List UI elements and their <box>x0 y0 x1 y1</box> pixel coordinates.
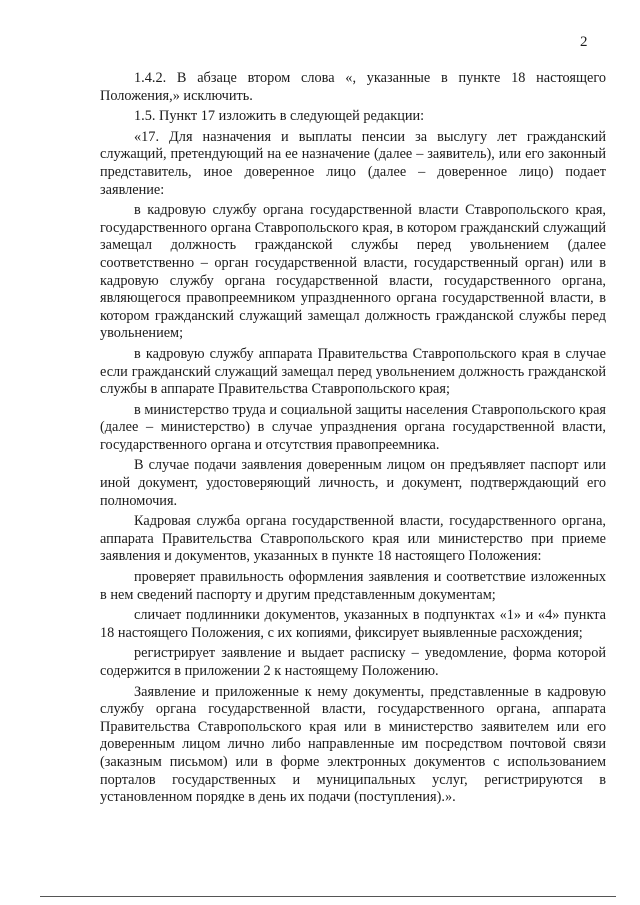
paragraph-1-4-2: 1.4.2. В абзаце втором слова «, указанные в пункте 18 настоящего Положения,» исключить. <box>100 70 606 104</box>
footer-divider <box>40 896 616 897</box>
paragraph-trusted-person: В случае подачи заявления доверенным лицом он предъявляет паспорт или иной документ, удостоверяющий личность, и документ, подтверждающий его полномочия. <box>100 457 606 509</box>
paragraph-registers-application: регистрирует заявление и выдает расписку – уведомление, форма которой содержится в приложении 2 к настоящему Положению. <box>100 645 606 679</box>
paragraph-compares-originals: сличает подлинники документов, указанных в подпунктах «1» и «4» пункта 18 настоящего Положения, с их копиями, фиксирует выявленные расхождения; <box>100 607 606 641</box>
paragraph-1-5: 1.5. Пункт 17 изложить в следующей редакции: <box>134 108 425 125</box>
paragraph-hr-service-government-office: в кадровую службу аппарата Правительства Ставропольского края в случае если гражданский служащий замещал перед увольнением должность гражданской службы в аппарате Правительства Ставропольского края; <box>100 345 606 398</box>
paragraph-ministry-labor: в министерство труда и социальной защиты населения Ставропольского края (далее – министерство) в случае упразднения органа государственной власти, государственного органа и отсутствия правопреемника. <box>100 401 606 453</box>
document-body <box>100 70 606 810</box>
paragraph-17-intro: «17. Для назначения и выплаты пенсии за выслугу лет гражданский служащий, претендующий на ее назначение (далее – заявитель), или его законный представитель, иное доверенное лицо (далее – доверенное лицо) подает заявление: <box>100 128 606 198</box>
page-number: 2 <box>580 34 588 50</box>
paragraph-hr-service-authority: в кадровую службу органа государственной власти Ставропольского края, государственного органа Ставропольского края, в котором гражданский служащий замещал должность гражданской службы перед увольнением (далее соответственно – орган государственной власти, государственный орган) или в кадровую службу органа государственной власти, государственного органа, являющегося правопреемником упраздненного органа государственной власти, в котором гражданский служащий замещал должность гражданской службы перед увольнением; <box>100 202 606 342</box>
paragraph-application-registration: Заявление и приложенные к нему документы, представленные в кадровую службу органа государственной власти, государственного органа, аппарата Правительства Ставропольского края или в министерство заявителем или его доверенным лицом лично либо направленные им посредством почтовой связи (заказным письмом) или в форме электронных документов с использованием порталов государственных и муниципальных услуг, регистрируются в установленном порядке в день их подачи (поступления).». <box>100 683 606 806</box>
paragraph-checks-correctness: проверяет правильность оформления заявления и соответствие изложенных в нем сведений паспорту и другим представленным документам; <box>100 569 606 603</box>
paragraph-hr-service-duties: Кадровая служба органа государственной власти, государственного органа, аппарата Правительства Ставропольского края или министерство при приеме заявления и документов, указанных в пункте 18 настоящего Положения: <box>100 513 606 565</box>
